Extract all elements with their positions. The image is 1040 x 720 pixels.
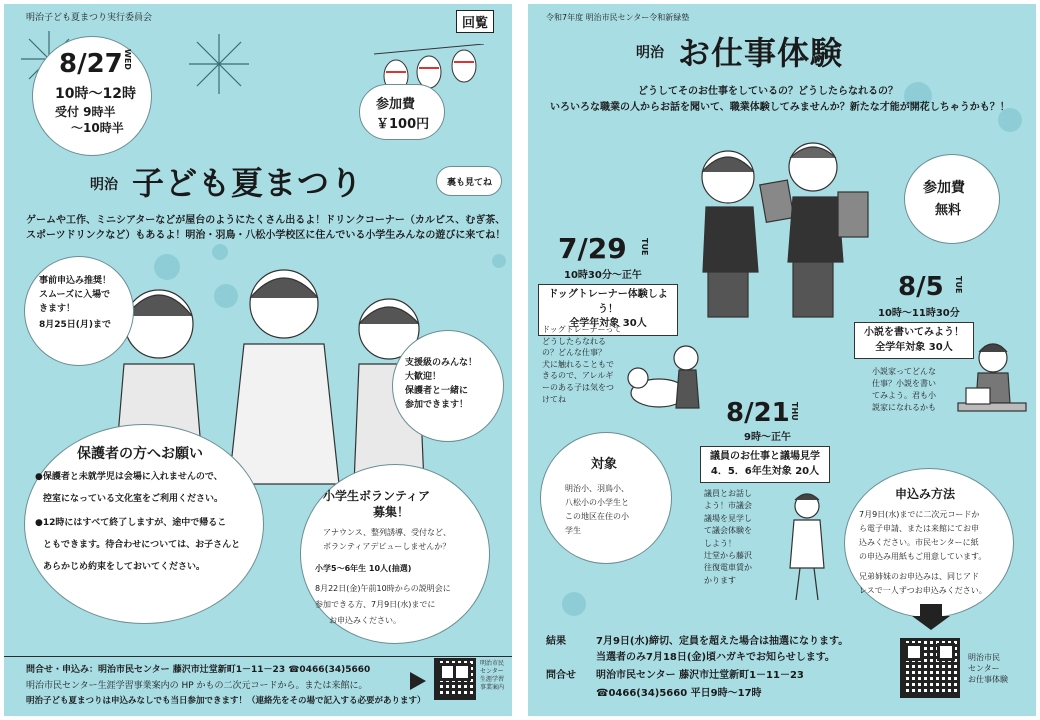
child-writing-illustration xyxy=(948,328,1028,428)
session-3-desc-6: 辻堂から藤沢 xyxy=(704,550,752,560)
session-3-description xyxy=(704,488,752,587)
volunteer-1: アナウンス、整列誘導、受付など、 xyxy=(323,528,451,537)
volunteer-2: ボランティアデビューしませんか？ xyxy=(323,542,451,551)
session-3-desc-2: よう！市議会 xyxy=(704,501,752,511)
qr-caption: 明治市民センター生涯学習事業案内 xyxy=(480,660,505,692)
fee-value: ￥100円 xyxy=(376,117,430,132)
session-3-desc-5: しよう！ xyxy=(704,538,736,548)
date-circle xyxy=(32,36,152,156)
dog-and-child-illustration xyxy=(624,338,714,418)
pre-register-1: 事前申込み推奨！ xyxy=(39,276,112,286)
contact-address: 明治市民センター 藤沢市辻堂新町1－11－23 xyxy=(596,670,804,681)
session-2-target: 全学年対象 30人 xyxy=(875,341,953,353)
session-1-desc-1: ドッグトレーナーって xyxy=(542,325,622,334)
session-1-desc-5: きるので、アレルギ xyxy=(542,371,614,381)
lead-line-2: いろいろな職業の人からお話を聞いて、職業体験してみませんか？新たな才能が開花しちゃうかも？！ xyxy=(550,102,1010,113)
support-class-circle xyxy=(392,330,504,442)
session-2-desc-2: 仕事？小説を書い xyxy=(872,379,936,388)
contact-phone: ☎0466(34)5660 平日9時～17時 xyxy=(596,688,762,699)
page-title: お仕事体験 xyxy=(678,34,844,72)
deco-dot xyxy=(492,254,506,268)
page-title: 子ども夏まつり xyxy=(132,164,364,202)
session-1-desc-7: けてね xyxy=(542,394,566,404)
qr-caption-3: お仕事体験 xyxy=(968,675,1008,685)
title-prefix: 明治 xyxy=(636,45,664,61)
session-2-desc-4: 説家になれるかも xyxy=(872,403,936,412)
session-2-desc-1: 小説家ってどんな xyxy=(872,367,936,376)
support-3: 保護者と一緒に xyxy=(405,386,469,396)
target-2: 八松小の小学生と xyxy=(565,498,629,507)
pre-register-2: スムーズに入場で xyxy=(39,290,111,300)
apply-method xyxy=(844,468,1014,618)
volunteer-5: 参加できる方、7月9日(水)までに xyxy=(315,600,436,609)
contact-label: 問合せ xyxy=(546,670,576,681)
guardian-notice xyxy=(24,424,264,624)
fee-value: 無料 xyxy=(935,203,962,218)
fee-badge xyxy=(359,84,445,140)
fee-badge xyxy=(904,154,1000,244)
support-4: 参加できます！ xyxy=(405,400,469,410)
session-3-desc-7: 往復電車賃か xyxy=(704,563,752,573)
footer-contact: 問合せ・申込み：明治市民センター 藤沢市辻堂新町1－11－23 ☎0466(34)5660 xyxy=(26,665,371,675)
target-title: 対象 xyxy=(591,457,618,472)
intro-line-2: スポーツドリンクなど）もあるよ！明治・羽鳥・八松小学校区に住んでいる小学生みんなの遊びに来てね！ xyxy=(26,230,506,241)
deco-dot xyxy=(562,592,586,616)
session-1-desc-6: ーのある子は気をつ xyxy=(542,382,614,392)
guardian-2: 控室になっている文化室をご利用ください。 xyxy=(43,494,224,504)
footer-same-day: 明治子ども夏まつりは申込みなしでも当日参加できます！（連絡先をその場で記入する必要があります） xyxy=(26,696,426,706)
apply-6: レスで一人ずつお申込みください。 xyxy=(859,586,987,595)
guardian-4: ともできます。待合わせについては、お子さんと xyxy=(43,540,241,550)
program-header: 令和7年度 明治市民センター令和新緑塾 xyxy=(546,13,690,22)
session-3-box xyxy=(700,446,830,483)
title-prefix: 明治 xyxy=(90,177,118,193)
volunteer-title: 小学生ボランティア xyxy=(323,489,431,503)
session-3-desc-1: 議員とお話し xyxy=(704,489,752,498)
session-2-weekday: TUE xyxy=(954,276,963,294)
pre-register-circle xyxy=(24,256,134,366)
children-with-clipboards-illustration xyxy=(678,122,878,322)
lead-line-1: どうしてそのお仕事をしているの？どうしたらなれるの？ xyxy=(638,86,898,97)
event-time: 10時～12時 xyxy=(55,86,136,102)
session-1-date: 7/29 xyxy=(558,232,627,265)
session-1-description xyxy=(542,324,621,405)
guardian-title: 保護者の方へお願い xyxy=(77,446,203,462)
job-experience-flyer xyxy=(528,4,1036,716)
session-1-weekday: TUE xyxy=(640,238,649,256)
apply-4: の申込み用紙もご用意しています。 xyxy=(859,552,987,561)
arrow-down-head-icon xyxy=(912,616,950,630)
pre-register-3: きます！ xyxy=(39,304,76,314)
apply-3: 込みください。市民センターに紙 xyxy=(859,538,979,547)
apply-1: 7月9日(水)までに二次元コードか xyxy=(859,510,980,519)
target-1: 明治小、羽鳥小、 xyxy=(565,484,629,493)
qr-code[interactable] xyxy=(434,658,476,700)
session-3-weekday: THU xyxy=(790,402,799,421)
volunteer-6: お申込みください。 xyxy=(329,616,401,625)
target-3: この地区在住の小 xyxy=(565,512,629,521)
reception-time: 受付 9時半 xyxy=(55,105,116,119)
session-3-time: 9時～正午 xyxy=(744,432,791,443)
intro-line-1: ゲームや工作、ミニシアターなどが屋台のようにたくさん出るよ！ドリンクコーナー（カルピス、むぎ茶、 xyxy=(26,215,506,226)
volunteer-4: 8月22日(金)午前10時からの説明会に xyxy=(315,584,451,593)
session-2-time: 10時～11時30分 xyxy=(878,308,960,319)
target-circle xyxy=(540,432,672,564)
summer-festival-flyer xyxy=(4,4,512,716)
session-1-title: ドッグトレーナー体験しよう！ xyxy=(548,289,668,315)
session-3-date: 8/21 xyxy=(726,398,790,428)
session-1-target: 全学年対象 30人 xyxy=(569,318,647,329)
volunteer-recruit xyxy=(300,464,490,644)
apply-title: 申込み方法 xyxy=(895,487,956,501)
session-3-title: 議員のお仕事と議場見学 xyxy=(710,451,820,462)
see-back-text: 裏も見てね xyxy=(447,178,493,188)
reception-time-end: ～10時半 xyxy=(71,121,124,135)
apply-5: 兄弟姉妹のお申込みは、同じアド xyxy=(859,572,979,581)
result-1: 7月9日(水)締切、定員を超えた場合は抽選になります。 xyxy=(596,636,849,647)
pre-register-deadline: 8月25日(月)まで xyxy=(39,320,112,330)
council-member-illustration xyxy=(772,488,842,608)
footer-qr-note: 明治市民センター生涯学習事業案内の HP かもの二次元コードから。または来館に。 xyxy=(26,681,368,691)
session-2-date: 8/5 xyxy=(898,272,944,302)
qr-caption-1: 明治市民 xyxy=(968,653,1000,662)
session-3-desc-3: 議場を見学し xyxy=(704,513,752,523)
session-3-desc-4: て議会体験を xyxy=(704,526,752,536)
session-1-desc-3: の？どんな仕事？ xyxy=(542,348,606,358)
fee-label: 参加費 xyxy=(376,97,416,112)
support-2: 大歓迎！ xyxy=(405,372,442,382)
session-2-description xyxy=(872,366,936,414)
fee-label: 参加費 xyxy=(923,180,965,196)
result-label: 結果 xyxy=(546,636,566,647)
event-date: 8/27 xyxy=(59,49,123,79)
session-2-desc-3: てみよう。君も小 xyxy=(872,391,936,400)
qr-caption-2: センター xyxy=(968,664,1000,674)
kairan-stamp: 回覧 xyxy=(456,10,494,33)
result-2: 当選者のみ7月18日(金)頃ハガキでお知らせします。 xyxy=(596,652,835,663)
guardian-5: あらかじめ約束をしておいてください。 xyxy=(43,562,206,572)
see-back-badge xyxy=(436,166,502,196)
session-1-time: 10時30分～正午 xyxy=(564,270,642,281)
session-1-desc-4: 犬に触れることもで xyxy=(542,359,614,369)
support-1: 支援級のみんな！ xyxy=(405,358,478,368)
volunteer-title-2: 募集！ xyxy=(373,505,410,519)
event-weekday: WED xyxy=(123,49,132,70)
apply-2: ら電子申請、または来館にてお申 xyxy=(859,524,979,533)
session-3-target: 4．5．6年生対象 20人 xyxy=(710,465,820,477)
session-3-desc-8: かります xyxy=(704,575,736,585)
guardian-3: ●12時にはすべて終了しますが、途中で帰るこ xyxy=(35,518,227,528)
committee-name: 明治子ども夏まつり実行委員会 xyxy=(26,13,153,23)
target-4: 学生 xyxy=(565,526,581,535)
session-2-title: 小説を書いてみよう！ xyxy=(864,327,964,338)
volunteer-3: 小学5～6年生 10人(抽選) xyxy=(315,564,412,573)
guardian-1: ●保護者と未就学児は会場に入れませんので、 xyxy=(35,472,223,482)
arrow-right-icon xyxy=(410,672,426,690)
footer-divider xyxy=(4,656,512,657)
qr-caption xyxy=(968,652,1008,686)
session-1-desc-2: どうしたらなれる xyxy=(542,336,606,346)
qr-code[interactable] xyxy=(900,638,960,698)
